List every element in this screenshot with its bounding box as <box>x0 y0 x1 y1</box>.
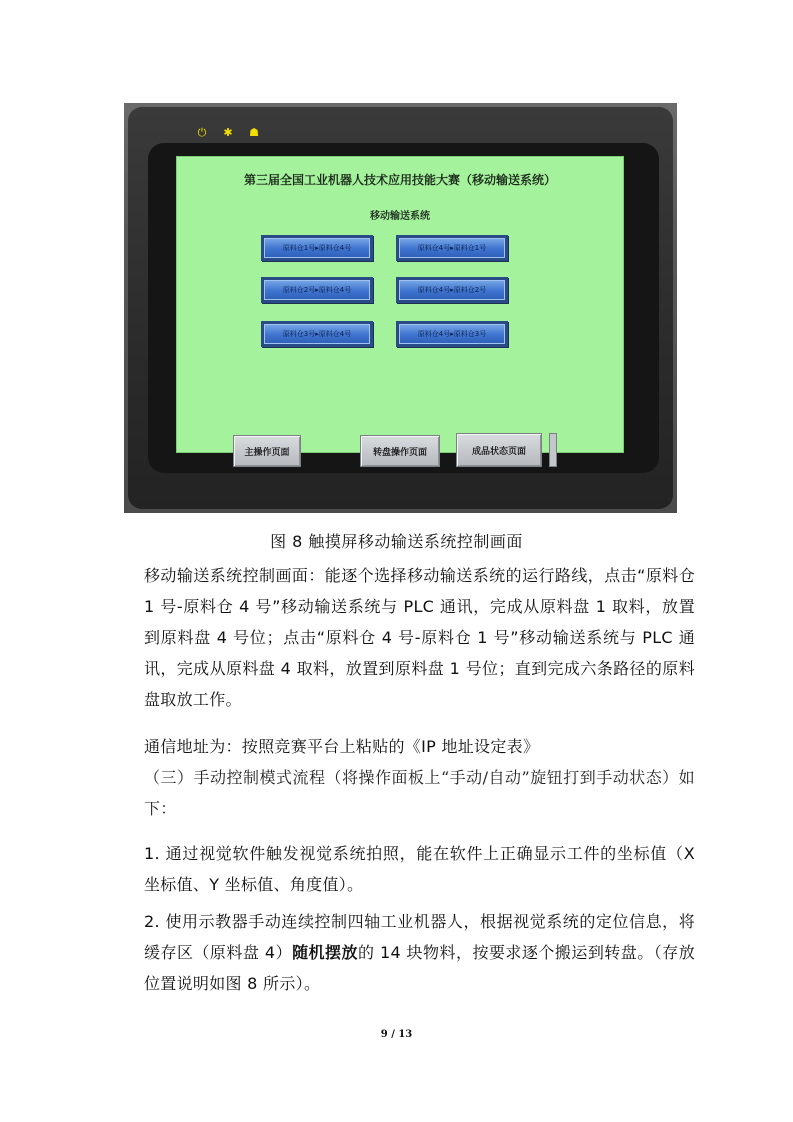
route-button-3-to-4[interactable]: 原料仓3号▸原料仓4号 <box>261 321 373 347</box>
paragraph-text: 移动输送系统控制画面：能逐个选择移动输送系统的运行路线，点击“原料仓 1 号-原料仓 4 号”移动输送系统与 PLC 通讯，完成从原料盘 1 取料，放置到原料盘 4 号位；点击“原料仓 4 号-原料仓 1 号”移动输送系统与 PLC 通讯，完成从原料盘 4 取料，放置到原料盘 1 号位；直到完成六条路径的原料盘取放工作。 <box>144 566 695 709</box>
hmi-photo <box>124 103 677 513</box>
network-icon: ☗ <box>249 126 259 139</box>
step-2-text-b: 的 14 块物料，按要求逐个搬运到转盘。（存放位置说明如图 8 所示）。 <box>144 943 695 993</box>
hmi-screen <box>176 156 624 458</box>
hmi-subtitle: 移动输送系统 <box>370 211 430 222</box>
page-number: 9 / 13 <box>380 1029 413 1040</box>
hmi-title: 第三届全国工业机器人技术应用技能大赛（移动输送系统） <box>243 173 556 187</box>
figure-caption: 图 8 触摸屏移动输送系统控制画面 <box>270 532 523 551</box>
paragraph-text: 1. 通过视觉软件触发视觉系统拍照，能在软件上正确显示工件的坐标值（X 坐标值、Y 坐标值、角度值）。 <box>144 844 695 894</box>
route-button-2-to-4[interactable]: 原料仓2号▸原料仓4号 <box>261 277 373 303</box>
paragraph-step-2 <box>110 906 695 999</box>
power-icon: ⏻ <box>197 126 207 139</box>
main-page-button[interactable]: 主操作页面 <box>233 435 301 467</box>
step-2-text-a: 2. 使用示教器手动连续控制四轴工业机器人，根据视觉系统的定位信息，将缓存区（原料盘 4） <box>144 912 695 962</box>
route-button-1-to-4[interactable]: 原料仓1号▸原料仓4号 <box>261 235 373 261</box>
indicator-row <box>196 127 260 139</box>
paragraph-comm-address <box>110 731 695 762</box>
sun-icon: ✱ <box>223 126 233 139</box>
product-status-page-button[interactable]: 成品状态页面 <box>456 433 542 467</box>
nav-button-stub <box>549 433 557 467</box>
route-button-4-to-2[interactable]: 原料仓4号▸原料仓2号 <box>396 277 508 303</box>
turntable-page-button[interactable]: 转盘操作页面 <box>360 435 440 467</box>
route-button-4-to-1[interactable]: 原料仓4号▸原料仓1号 <box>396 235 508 261</box>
paragraph-control-screen <box>110 560 695 715</box>
paragraph-step-1 <box>110 838 695 900</box>
paragraph-text <box>110 906 695 999</box>
paragraph-text: 通信地址为：按照竞赛平台上粘贴的《IP 地址设定表》 <box>144 737 540 756</box>
step-2-bold-text: 随机摆放 <box>292 943 358 962</box>
route-button-4-to-3[interactable]: 原料仓4号▸原料仓3号 <box>396 321 508 347</box>
paragraph-manual-mode <box>110 762 695 824</box>
paragraph-text: （三）手动控制模式流程（将操作面板上“手动/自动”旋钮打到手动状态）如下： <box>144 768 695 818</box>
